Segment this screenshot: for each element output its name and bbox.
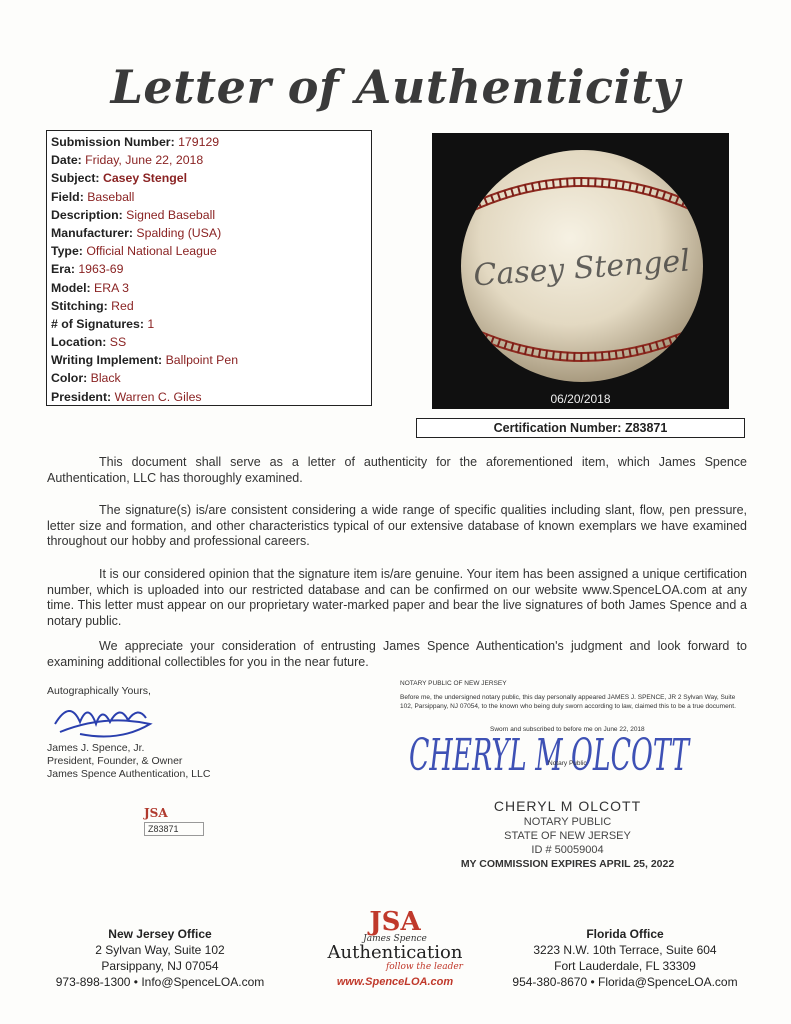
notary-id: ID # 50059004	[531, 844, 604, 856]
notary-state: STATE OF NEW JERSEY	[504, 830, 631, 842]
logo-url: www.SpenceLOA.com	[336, 976, 454, 988]
logo-tagline: follow the leader	[385, 962, 463, 972]
notary-name: CHERYL M OLCOTT	[493, 798, 642, 814]
baseball-image	[432, 133, 729, 409]
detail-row	[51, 133, 367, 151]
jsa-logo	[315, 907, 475, 988]
detail-row	[51, 279, 367, 297]
detail-row	[51, 169, 367, 187]
detail-row	[51, 224, 367, 242]
notary-sig-label: Notary Public	[548, 760, 587, 767]
photo-date-stamp: 06/20/2018	[550, 392, 611, 406]
paragraph-4	[47, 639, 747, 670]
cert-number: Z83871	[624, 421, 668, 435]
detail-label: Description:	[51, 207, 123, 222]
nj-office-contact: 973-898-1300 • Info@SpenceLOA.com	[55, 975, 265, 989]
detail-row	[51, 315, 367, 333]
fl-office-contact: 954-380-8670 • Florida@SpenceLOA.com	[512, 975, 738, 989]
paragraph-text: It is our considered opinion that the signature item is/are genuine. Your item has been assigned a unique certification number, which is uploaded into our restricted database and can be confirmed on our website www.SpenceLOA.com at any time. This letter must appear on our proprietary water-marked paper and bear the live signatures of both James Spence and a notary public.	[47, 567, 747, 628]
detail-label: # of Signatures:	[51, 316, 144, 331]
fl-office-title: Florida Office	[586, 927, 664, 941]
logo-brand: JSA	[369, 907, 421, 937]
nj-office	[50, 926, 270, 990]
signer-role: President, Founder, & Owner	[47, 755, 183, 767]
detail-row	[51, 260, 367, 278]
signer-name: James J. Spence, Jr.	[47, 742, 145, 754]
nj-office-title: New Jersey Office	[108, 927, 212, 941]
detail-label: Date:	[51, 153, 82, 168]
fl-office-line1: 3223 N.W. 10th Terrace, Suite 604	[533, 943, 717, 957]
nj-office-line1: 2 Sylvan Way, Suite 102	[95, 943, 225, 957]
fl-office-line2: Fort Lauderdale, FL 33309	[554, 959, 696, 973]
detail-row	[51, 333, 367, 351]
detail-label: Model:	[51, 280, 91, 295]
detail-value: Red	[111, 298, 134, 313]
notary-statement: Before me, the undersigned notary public, this day personally appeared JAMES J. SPENCE, JR 2 Sylvan Way, Suite 102, Parsippany, NJ 07054, to the known who being duly sworn according to law, claimed this to be a true document.	[400, 694, 736, 710]
detail-value: Friday, June 22, 2018	[85, 153, 204, 168]
logo-sub: James Spence	[363, 934, 427, 944]
notary-sworn: Sworn and subscribed to before me on June 22, 2018	[490, 726, 645, 733]
notary-header: NOTARY PUBLIC OF NEW JERSEY	[400, 680, 507, 687]
detail-value: ERA 3	[94, 280, 129, 295]
paragraph-text: We appreciate your consideration of entrusting James Spence Authentication's judgment and look forward to examining additional collectibles for you in the near future.	[47, 639, 747, 669]
detail-label: Era:	[51, 262, 75, 277]
detail-value: 1	[147, 316, 155, 331]
detail-row	[51, 369, 367, 387]
detail-row	[51, 188, 367, 206]
detail-row	[51, 351, 367, 369]
signer-company: James Spence Authentication, LLC	[47, 768, 211, 780]
detail-label: Writing Implement:	[51, 353, 163, 368]
sticker-number: Z83871	[144, 822, 204, 836]
details-box	[46, 130, 372, 406]
detail-label: Location:	[51, 335, 107, 350]
nj-office-line2: Parsippany, NJ 07054	[101, 959, 219, 973]
detail-value: SS	[109, 335, 127, 350]
ball-signature: Casey Stengel	[472, 243, 692, 294]
detail-value: Spalding (USA)	[136, 225, 222, 240]
detail-value: 179129	[178, 135, 220, 149]
detail-label: Subject:	[51, 171, 100, 186]
certification-number-box	[416, 418, 745, 438]
detail-label: Field:	[51, 189, 84, 204]
detail-row	[51, 297, 367, 315]
notary-expires: MY COMMISSION EXPIRES APRIL 25, 2022	[460, 858, 675, 870]
document-title: Letter of Authenticity	[110, 60, 681, 114]
detail-row	[51, 206, 367, 224]
detail-value: Warren C. Giles	[114, 389, 202, 404]
detail-label: President:	[51, 389, 112, 404]
detail-value: Official National League	[86, 244, 217, 259]
detail-value: Signed Baseball	[126, 207, 216, 222]
svg-text:CHERYL M OLCOTT: CHERYL M OLCOTT	[409, 730, 692, 781]
jsa-sticker	[144, 806, 204, 836]
detail-label: Type:	[51, 244, 83, 259]
detail-label: Submission Number:	[51, 135, 175, 149]
detail-value: 1963-69	[78, 262, 124, 277]
detail-value: Ballpoint Pen	[165, 353, 239, 368]
detail-row	[51, 388, 367, 406]
paragraph-1	[47, 455, 747, 486]
baseball-photo	[432, 133, 729, 409]
cert-label: Certification Number:	[493, 421, 622, 435]
paragraph-text: The signature(s) is/are consistent considering a wide range of specific qualities including slant, flow, pen pressure, letter size and formation, and other characteristics typical of our extensive database of known exemplars we have examined throughout our hobby and professional careers.	[47, 503, 747, 549]
notary-title: NOTARY PUBLIC	[523, 816, 612, 828]
paragraph-2	[47, 503, 747, 550]
paragraph-text: This document shall serve as a letter of authenticity for the aforementioned item, which James Spence Authentication, LLC has thoroughly examined.	[47, 455, 747, 485]
notary-signature	[404, 718, 694, 788]
detail-row	[51, 242, 367, 260]
detail-value: Black	[90, 371, 121, 386]
detail-value: Baseball	[87, 189, 135, 204]
detail-label: Stitching:	[51, 298, 108, 313]
fl-office	[495, 926, 755, 990]
detail-row	[51, 151, 367, 169]
detail-label: Color:	[51, 371, 88, 386]
detail-label: Manufacturer:	[51, 225, 133, 240]
detail-value: Casey Stengel	[102, 171, 188, 186]
logo-word: Authentication	[327, 942, 463, 963]
sticker-brand: JSA	[144, 806, 168, 820]
closing: Autographically Yours,	[47, 685, 151, 697]
spence-signature	[50, 694, 160, 744]
paragraph-3	[47, 567, 747, 629]
